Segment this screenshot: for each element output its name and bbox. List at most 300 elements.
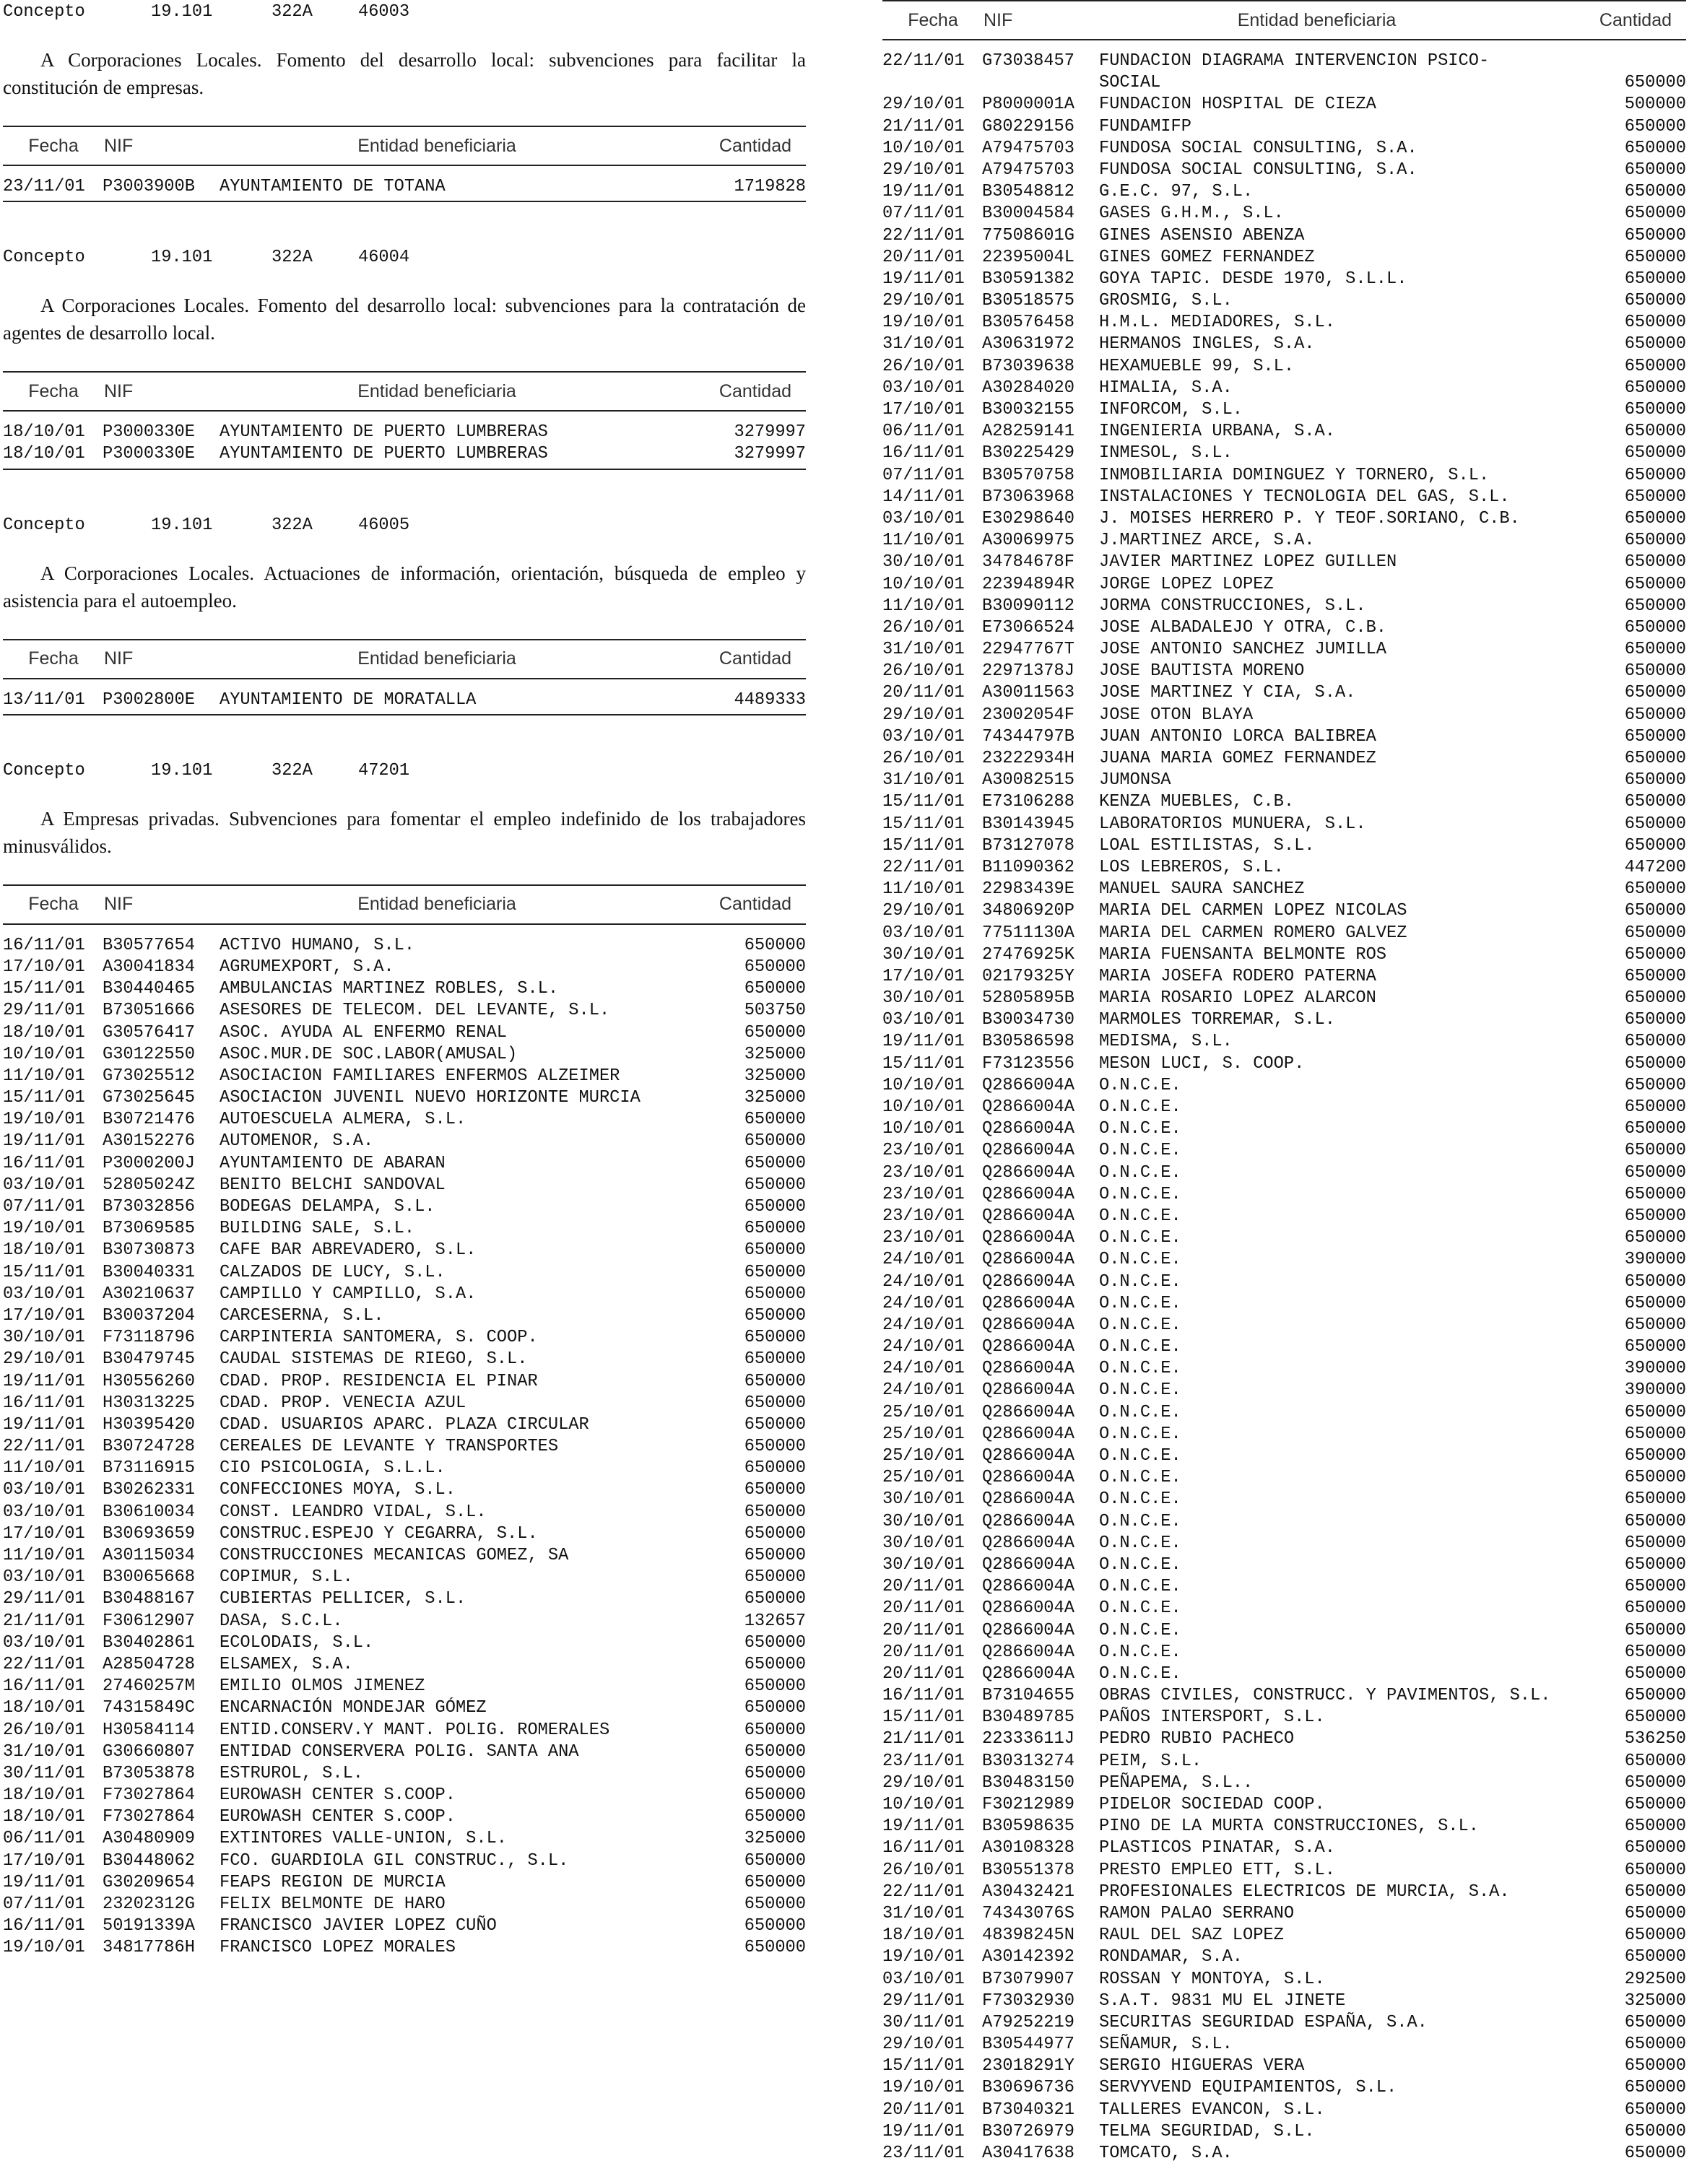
table-header — [3, 884, 806, 925]
row-entidad: KENZA MUEBLES, C.B. — [1099, 792, 1295, 812]
row-nif: Q2866004A — [982, 1468, 1074, 1488]
row-entidad: CONST. LEANDRO VIDAL, S.L. — [220, 1502, 487, 1522]
table-row — [882, 530, 1686, 552]
row-fecha: 16/11/01 — [3, 1916, 85, 1936]
row-cantidad: 3279997 — [734, 444, 806, 464]
row-cantidad: 650000 — [1624, 596, 1686, 616]
row-cantidad: 650000 — [1624, 1881, 1686, 1902]
table-row — [3, 1109, 806, 1131]
row-nif: G73038457 — [982, 51, 1074, 71]
table-row — [882, 1162, 1686, 1184]
row-nif: Q2866004A — [982, 1446, 1074, 1466]
row-entidad: SERGIO HIGUERAS VERA — [1099, 2056, 1305, 2076]
row-fecha: 31/10/01 — [3, 1741, 85, 1762]
row-cantidad: 650000 — [744, 935, 806, 955]
row-entidad: COPIMUR, S.L. — [220, 1567, 353, 1588]
row-entidad: O.N.C.E. — [1099, 1533, 1181, 1553]
row-entidad: PRESTO EMPLEO ETT, S.L. — [1099, 1860, 1335, 1880]
row-cantidad: 650000 — [1624, 2144, 1686, 2163]
row-cantidad: 650000 — [1624, 291, 1686, 311]
row-fecha: 24/10/01 — [882, 1315, 965, 1335]
row-nif: 27460257M — [103, 1676, 195, 1697]
row-nif: F30612907 — [103, 1611, 195, 1631]
row-fecha: 16/11/01 — [3, 1676, 85, 1697]
header-cantidad: Cantidad — [718, 894, 791, 915]
row-cantidad: 650000 — [1624, 1751, 1686, 1771]
row-nif: B30548812 — [982, 182, 1074, 202]
row-cantidad: 650000 — [1624, 116, 1686, 136]
row-cantidad: 650000 — [1624, 2056, 1686, 2076]
row-nif: Q2866004A — [982, 1119, 1074, 1139]
row-entidad: ESTRUROL, S.L. — [220, 1763, 364, 1783]
row-entidad: O.N.C.E. — [1099, 1337, 1181, 1357]
row-entidad: ASOC. AYUDA AL ENFERMO RENAL — [220, 1022, 508, 1043]
row-fecha: 22/11/01 — [3, 1437, 85, 1457]
row-nif: B11090362 — [982, 857, 1074, 877]
row-entidad: O.N.C.E. — [1099, 1511, 1181, 1531]
row-cantidad: 650000 — [1624, 683, 1686, 703]
row-fecha: 23/10/01 — [882, 1162, 965, 1183]
row-cantidad: 650000 — [1624, 1947, 1686, 1967]
row-cantidad: 650000 — [1624, 1468, 1686, 1488]
row-entidad: MARIA FUENSANTA BELMONTE ROS — [1099, 944, 1387, 965]
row-entidad: INFORCOM, S.L. — [1099, 400, 1243, 419]
row-fecha: 20/11/01 — [882, 1620, 965, 1640]
row-entidad: TALLERES EVANCON, S.L. — [1099, 2100, 1325, 2120]
row-cantidad: 650000 — [744, 1698, 806, 1718]
row-cantidad: 650000 — [1624, 73, 1686, 93]
row-fecha: 22/11/01 — [882, 857, 965, 877]
table-row — [3, 1588, 806, 1610]
row-entidad: FRANCISCO JAVIER LOPEZ CUÑO — [220, 1916, 497, 1936]
row-nif: P3002800E — [103, 689, 195, 710]
row-nif: B30402861 — [103, 1632, 195, 1653]
row-cantidad: 650000 — [1624, 313, 1686, 333]
row-entidad: CONFECCIONES MOYA, S.L. — [220, 1480, 456, 1500]
row-fecha: 15/11/01 — [882, 792, 965, 812]
concept-part: 46004 — [358, 248, 410, 268]
row-entidad: RAMON PALAO SERRANO — [1099, 1903, 1295, 1923]
row-fecha: 10/10/01 — [882, 1795, 965, 1814]
row-cantidad: 650000 — [744, 1785, 806, 1806]
row-fecha: 16/11/01 — [882, 1838, 965, 1858]
concept-line — [3, 513, 806, 538]
row-fecha: 25/10/01 — [882, 1446, 965, 1466]
row-entidad: O.N.C.E. — [1099, 1446, 1181, 1466]
row-cantidad: 650000 — [744, 1502, 806, 1522]
concept-part: 47201 — [358, 760, 410, 780]
row-entidad: HERMANOS INGLES, S.A. — [1099, 334, 1315, 354]
table-row — [882, 356, 1686, 378]
row-entidad: FUNDAMIFP — [1099, 116, 1191, 136]
table-row — [3, 1371, 806, 1393]
row-entidad: MEDISMA, S.L. — [1099, 1032, 1233, 1052]
table-row — [882, 312, 1686, 334]
row-nif: 34784678F — [982, 552, 1074, 573]
row-cantidad: 650000 — [1624, 1097, 1686, 1117]
row-cantidad: 650000 — [744, 1110, 806, 1130]
table-row — [3, 1175, 806, 1196]
row-fecha: 03/10/01 — [882, 923, 965, 943]
row-cantidad: 650000 — [1624, 1795, 1686, 1814]
row-fecha: 19/11/01 — [882, 182, 965, 202]
table-row — [882, 879, 1686, 900]
row-entidad: ASOCIACION JUVENIL NUEVO HORIZONTE MURCIA — [220, 1088, 641, 1108]
row-nif: Q2866004A — [982, 1141, 1074, 1161]
row-cantidad: 650000 — [1624, 1554, 1686, 1575]
table-row — [3, 1240, 806, 1261]
row-fecha: 17/10/01 — [3, 1850, 85, 1871]
row-fecha: 07/11/01 — [3, 1197, 85, 1217]
row-cantidad: 650000 — [1624, 1489, 1686, 1510]
row-cantidad: 650000 — [1624, 966, 1686, 986]
table-row — [882, 1358, 1686, 1380]
row-fecha: 23/11/01 — [882, 2144, 965, 2163]
row-cantidad: 650000 — [1624, 465, 1686, 485]
row-cantidad: 650000 — [1624, 138, 1686, 158]
row-fecha: 21/11/01 — [3, 1611, 85, 1631]
row-entidad: CDAD. PROP. VENECIA AZUL — [220, 1393, 466, 1413]
row-entidad: EUROWASH CENTER S.COOP. — [220, 1785, 456, 1806]
row-entidad: JOSE OTON BLAYA — [1099, 705, 1254, 725]
table-row — [882, 596, 1686, 617]
row-cantidad: 650000 — [744, 1153, 806, 1173]
table-row — [882, 2143, 1686, 2165]
row-entidad: EMILIO OLMOS JIMENEZ — [220, 1676, 425, 1697]
row-entidad: JOSE BAUTISTA MORENO — [1099, 661, 1305, 682]
row-nif: 77511130A — [982, 923, 1074, 943]
row-nif: F73032930 — [982, 1991, 1074, 2011]
row-entidad: TELMA SEGURIDAD, S.L. — [1099, 2121, 1315, 2141]
table-row — [3, 1196, 806, 1218]
row-entidad: CONSTRUC.ESPEJO Y CEGARRA, S.L. — [220, 1523, 538, 1544]
table-header — [3, 639, 806, 679]
table-row — [882, 1925, 1686, 1946]
row-cantidad: 650000 — [744, 1763, 806, 1783]
row-fecha: 19/11/01 — [882, 2121, 965, 2141]
header-entidad: Entidad beneficiaria — [1237, 9, 1397, 30]
row-nif: A79475703 — [982, 160, 1074, 180]
table-row — [3, 1479, 806, 1501]
row-fecha: 16/11/01 — [882, 1686, 965, 1706]
table-row — [3, 1915, 806, 1937]
row-nif: E30298640 — [982, 508, 1074, 528]
table-row — [882, 269, 1686, 290]
row-nif: B73104655 — [982, 1686, 1074, 1706]
row-cantidad: 650000 — [1624, 422, 1686, 442]
row-entidad: JOSE ALBADALEJO Y OTRA, C.B. — [1099, 617, 1387, 638]
row-nif: B73116915 — [103, 1458, 195, 1479]
row-entidad: GASES G.H.M., S.L. — [1099, 204, 1284, 224]
table-body — [3, 412, 806, 469]
row-fecha: 15/11/01 — [882, 814, 965, 834]
table-row — [882, 1445, 1686, 1467]
row-cantidad: 650000 — [1624, 269, 1686, 289]
row-cantidad: 650000 — [744, 1197, 806, 1217]
table-header — [3, 126, 806, 166]
row-entidad: FUNDACION DIAGRAMA INTERVENCION PSICO- — [1099, 51, 1490, 71]
header-nif: NIF — [104, 648, 134, 669]
row-entidad: O.N.C.E. — [1099, 1489, 1181, 1510]
row-fecha: 11/10/01 — [882, 531, 965, 551]
row-cantidad: 650000 — [744, 1175, 806, 1195]
concept-description: A Corporaciones Locales. Fomento del desarrollo local: subvenciones para facilitar la constitución de empresas. — [3, 49, 806, 98]
row-fecha: 29/10/01 — [882, 95, 965, 115]
right-column — [882, 0, 1686, 2165]
row-nif: A30152276 — [103, 1131, 195, 1152]
row-cantidad: 650000 — [1624, 356, 1686, 376]
row-fecha: 11/10/01 — [3, 1066, 85, 1086]
row-fecha: 26/10/01 — [882, 617, 965, 638]
table-row — [882, 617, 1686, 639]
row-nif: B73039638 — [982, 356, 1074, 376]
row-fecha: 17/10/01 — [3, 957, 85, 977]
table-row — [3, 1567, 806, 1588]
table-row — [882, 1467, 1686, 1489]
table-row — [882, 1293, 1686, 1315]
row-cantidad: 650000 — [1624, 1533, 1686, 1553]
row-nif: G80229156 — [982, 116, 1074, 136]
row-fecha: 20/11/01 — [882, 1577, 965, 1597]
row-nif: Q2866004A — [982, 1511, 1074, 1531]
row-entidad: PIDELOR SOCIEDAD COOP. — [1099, 1795, 1325, 1814]
table-row — [882, 923, 1686, 944]
row-entidad: O.N.C.E. — [1099, 1663, 1181, 1684]
row-entidad: ECOLODAIS, S.L. — [220, 1632, 374, 1653]
row-nif: A30108328 — [982, 1838, 1074, 1858]
row-entidad: ENTID.CONSERV.Y MANT. POLIG. ROMERALES — [220, 1720, 610, 1740]
row-entidad: CIO PSICOLOGIA, S.L.L. — [220, 1458, 446, 1479]
concept-part: 46005 — [358, 515, 410, 535]
table-row — [3, 1262, 806, 1284]
row-nif: 77508601G — [982, 225, 1074, 245]
row-entidad: CAFE BAR ABREVADERO, S.L. — [220, 1240, 477, 1261]
table-row — [882, 1031, 1686, 1053]
table-row — [882, 72, 1686, 94]
row-cantidad: 132657 — [744, 1611, 806, 1631]
row-fecha: 19/10/01 — [3, 1110, 85, 1130]
row-fecha: 18/10/01 — [3, 1807, 85, 1827]
concept-description: A Corporaciones Locales. Fomento del desarrollo local: subvenciones para la contratación de agentes de desarrollo local. — [3, 295, 806, 344]
row-cantidad: 650000 — [1624, 334, 1686, 354]
row-fecha: 20/11/01 — [882, 1642, 965, 1662]
row-fecha: 10/10/01 — [3, 1044, 85, 1064]
row-fecha: 23/10/01 — [882, 1184, 965, 1204]
row-entidad: O.N.C.E. — [1099, 1162, 1181, 1183]
row-nif: 74344797B — [982, 726, 1074, 747]
row-cantidad: 650000 — [744, 1741, 806, 1762]
table-row — [882, 443, 1686, 464]
row-nif: A30480909 — [103, 1829, 195, 1849]
row-nif: P3000330E — [103, 422, 195, 443]
row-nif: Q2866004A — [982, 1554, 1074, 1575]
row-cantidad: 650000 — [744, 1546, 806, 1565]
row-fecha: 19/11/01 — [3, 1414, 85, 1435]
row-nif: A30115034 — [103, 1546, 195, 1565]
row-fecha: 03/10/01 — [3, 1480, 85, 1500]
row-fecha: 18/10/01 — [3, 422, 85, 443]
header-entidad: Entidad beneficiaria — [357, 380, 516, 401]
table-row — [882, 421, 1686, 443]
row-fecha: 19/10/01 — [3, 1938, 85, 1958]
table-row — [3, 1828, 806, 1850]
row-cantidad: 650000 — [1624, 749, 1686, 768]
row-nif — [982, 72, 1099, 94]
row-fecha: 13/11/01 — [3, 689, 85, 710]
row-entidad: LABORATORIOS MUNUERA, S.L. — [1099, 814, 1366, 834]
row-nif: Q2866004A — [982, 1489, 1074, 1510]
row-entidad: ACTIVO HUMANO, S.L. — [220, 935, 415, 955]
row-entidad: BODEGAS DELAMPA, S.L. — [220, 1197, 435, 1217]
row-nif: A30082515 — [982, 770, 1074, 791]
row-fecha: 18/10/01 — [3, 1240, 85, 1261]
concept-part: Concepto — [3, 2, 85, 22]
table-row — [882, 1620, 1686, 1642]
table-row — [3, 1937, 806, 1959]
row-fecha: 03/10/01 — [882, 1010, 965, 1030]
row-cantidad: 536250 — [1624, 1729, 1686, 1749]
row-fecha: 20/11/01 — [882, 683, 965, 703]
row-entidad: J. MOISES HERRERO P. Y TEOF.SORIANO, C.B. — [1099, 508, 1520, 528]
row-nif: B30440465 — [103, 979, 195, 999]
row-fecha: 23/11/01 — [882, 1751, 965, 1771]
row-entidad: O.N.C.E. — [1099, 1642, 1181, 1662]
row-entidad: O.N.C.E. — [1099, 1424, 1181, 1444]
row-nif: B30065668 — [103, 1567, 195, 1588]
row-nif: Q2866004A — [982, 1620, 1074, 1640]
concept-line — [3, 0, 806, 25]
row-entidad: ELSAMEX, S.A. — [220, 1654, 353, 1674]
row-fecha: 19/10/01 — [882, 1947, 965, 1967]
row-cantidad: 650000 — [1624, 1838, 1686, 1858]
row-cantidad: 650000 — [744, 1480, 806, 1500]
table-row — [3, 1611, 806, 1632]
row-fecha: 06/11/01 — [882, 422, 965, 442]
row-nif: 74315849C — [103, 1698, 195, 1718]
row-nif: A30631972 — [982, 334, 1074, 354]
concept-part: 322A — [272, 515, 313, 535]
row-nif: B73032856 — [103, 1197, 195, 1217]
table-row — [882, 1380, 1686, 1401]
table-row — [882, 1663, 1686, 1685]
row-cantidad: 650000 — [744, 1850, 806, 1871]
table-row — [882, 1140, 1686, 1162]
row-nif: H30584114 — [103, 1720, 195, 1740]
row-fecha: 24/10/01 — [882, 1293, 965, 1313]
row-cantidad: 650000 — [1624, 879, 1686, 900]
row-nif: Q2866004A — [982, 1663, 1074, 1684]
row-cantidad: 650000 — [1624, 574, 1686, 594]
table-row — [882, 682, 1686, 704]
row-fecha: 17/10/01 — [882, 400, 965, 419]
row-nif: B30040331 — [103, 1262, 195, 1282]
row-cantidad: 650000 — [1624, 1577, 1686, 1597]
row-cantidad: 650000 — [744, 1872, 806, 1892]
row-cantidad: 650000 — [1624, 792, 1686, 812]
row-cantidad: 650000 — [1624, 1511, 1686, 1531]
row-cantidad: 650000 — [1624, 1228, 1686, 1248]
row-nif: H30395420 — [103, 1414, 195, 1435]
header-nif: NIF — [104, 894, 134, 915]
row-cantidad: 650000 — [1624, 508, 1686, 528]
row-fecha: 29/10/01 — [882, 160, 965, 180]
row-entidad: RAUL DEL SAZ LOPEZ — [1099, 1926, 1284, 1946]
header-cantidad: Cantidad — [718, 135, 791, 156]
row-entidad: ASOC.MUR.DE SOC.LABOR(AMUSAL) — [220, 1044, 518, 1064]
row-fecha: 29/11/01 — [882, 1991, 965, 2011]
table-row — [3, 1763, 806, 1785]
row-cantidad: 650000 — [1624, 770, 1686, 791]
row-nif: 23018291Y — [982, 2056, 1074, 2076]
row-cantidad: 650000 — [744, 1567, 806, 1588]
table-row — [882, 1206, 1686, 1227]
row-nif: G30660807 — [103, 1741, 195, 1762]
row-nif: B30483150 — [982, 1772, 1074, 1793]
table-row — [882, 1794, 1686, 1816]
row-nif: B30724728 — [103, 1437, 195, 1457]
row-fecha: 19/11/01 — [882, 269, 965, 289]
concept-section — [3, 0, 806, 202]
row-nif: B30721476 — [103, 1110, 195, 1130]
row-cantidad: 650000 — [744, 1720, 806, 1740]
table-row — [3, 1894, 806, 1915]
row-fecha: 19/11/01 — [3, 1131, 85, 1152]
row-cantidad: 650000 — [1624, 552, 1686, 573]
row-entidad: DASA, S.C.L. — [220, 1611, 343, 1631]
row-nif: B30488167 — [103, 1589, 195, 1609]
row-cantidad: 650000 — [744, 1523, 806, 1544]
table-row — [882, 705, 1686, 726]
row-entidad: PEÑAPEMA, S.L.. — [1099, 1772, 1254, 1793]
row-fecha: 03/10/01 — [882, 726, 965, 747]
row-nif: E73066524 — [982, 617, 1074, 638]
row-cantidad: 650000 — [1624, 1903, 1686, 1923]
row-fecha: 31/10/01 — [882, 770, 965, 791]
row-entidad: JUMONSA — [1099, 770, 1171, 791]
table-row — [3, 1697, 806, 1719]
row-fecha — [882, 72, 982, 94]
header-cantidad: Cantidad — [718, 380, 791, 401]
concept-part: 322A — [272, 248, 313, 268]
table-row — [882, 1489, 1686, 1510]
table-row — [3, 1393, 806, 1414]
row-fecha: 18/10/01 — [3, 1785, 85, 1806]
header-nif: NIF — [104, 135, 134, 156]
row-cantidad: 650000 — [1624, 726, 1686, 747]
concept-part: Concepto — [3, 515, 85, 535]
row-entidad: BUILDING SALE, S.L. — [220, 1219, 415, 1239]
row-entidad: ASOCIACION FAMILIARES ENFERMOS ALZEIMER — [220, 1066, 620, 1086]
row-cantidad: 650000 — [1624, 2012, 1686, 2032]
row-entidad: H.M.L. MEDIADORES, S.L. — [1099, 313, 1335, 333]
row-fecha: 17/10/01 — [882, 966, 965, 986]
row-entidad: AYUNTAMIENTO DE PUERTO LUMBRERAS — [220, 422, 548, 443]
row-nif: Q2866004A — [982, 1097, 1074, 1117]
row-cantidad: 650000 — [1624, 1402, 1686, 1422]
row-entidad: J.MARTINEZ ARCE, S.A. — [1099, 531, 1315, 551]
row-cantidad: 325000 — [744, 1088, 806, 1108]
table-row — [3, 1414, 806, 1436]
row-entidad: MARIA DEL CARMEN ROMERO GALVEZ — [1099, 923, 1407, 943]
row-entidad: O.N.C.E. — [1099, 1184, 1181, 1204]
header-cantidad: Cantidad — [1599, 9, 1672, 30]
row-fecha: 10/10/01 — [882, 138, 965, 158]
row-nif: B30598635 — [982, 1817, 1074, 1837]
table-row — [882, 116, 1686, 138]
row-nif: E73106288 — [982, 792, 1074, 812]
table-row — [882, 203, 1686, 225]
row-fecha: 24/10/01 — [882, 1271, 965, 1292]
